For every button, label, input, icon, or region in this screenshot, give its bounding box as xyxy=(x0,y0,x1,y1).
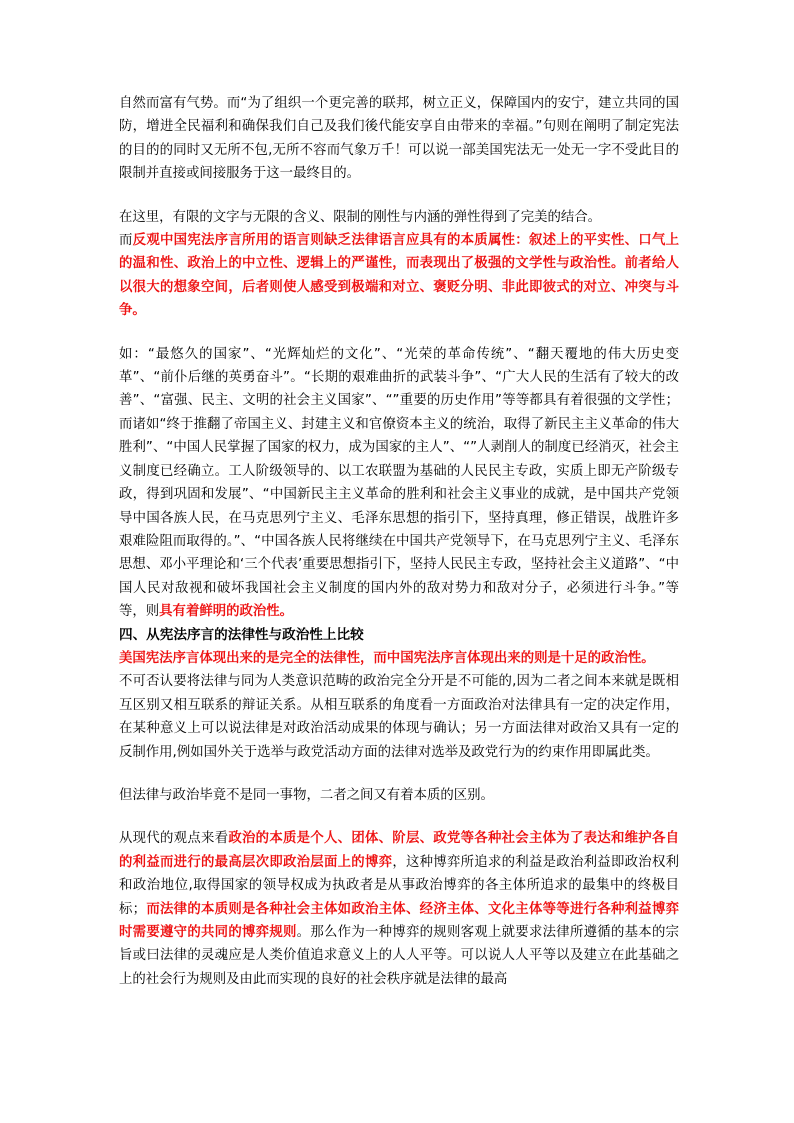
highlight-china-language: 反观中国宪法序言所用的语言则缺乏法律语言应具有的本质属性：叙述上的平实性、口气上的温和性、政治上的中立性、逻辑上的严谨性，而表现出了极强的文学性与政治性。前者给人以很大的想象空间，后者则使人感受到极端和对立、褒贬分明、非此即彼式的对立、冲突与斗争。 xyxy=(119,233,680,319)
paragraph-us-preamble-purpose: 自然而富有气势。而“为了组织一个更完善的联邦，树立正义，保障国内的安宁，建立共同的国防，增进全民福利和确保我们自己及我们後代能安享自由带来的幸福。”句则在阐明了制定宪法的目的的同时又无所不包,无所不容而气象万千！可以说一部美国宪法无一处无一字不受此目的限制并直接或间接服务于这一最终目的。 xyxy=(119,96,679,182)
document-page xyxy=(119,92,679,991)
text-equality: 。那么作为一种博弈的规则客观上就要求法律所遵循的基本的宗旨或曰法律的灵魂应是人类价值追求意义上的人人平等。可以说人人平等以及建立在此基础之上的社会行为规则及由此而实现的良好的社会秩序就是法律的最高 xyxy=(119,925,680,987)
paragraph-dialectic-relationship: 不可否认要将法律与同为人类意识范畴的政治完全分开是不可能的,因为二者之间本来就是既相互区别又相互联系的辩证关系。从相互联系的角度看一方面政治对法律具有一定的决定作用，在某种意义上可以说法律是对政治活动成果的体现与确认；另一方面法律对政治又具有一定的反制作用,例如国外关于选举与政党活动方面的法律对选举及政党行为的约束作用即属此类。 xyxy=(119,674,679,760)
highlight-essence-of-law: 而法律的本质则是各种社会主体如政治主体、经济主体、文化主体等等进行各种利益博弈时需要遵守的共同的博弈规则 xyxy=(119,901,680,940)
paragraph-perfect-combination: 在这里，有限的文字与无限的含义、限制的刚性与内涵的弹性得到了完美的结合。 xyxy=(119,209,602,225)
highlight-essence-of-politics: 政治的本质是个人、团体、阶层、政党等各种社会主体为了表达和维护各自的利益而进行的最高层次即政治层面上的博弈 xyxy=(119,831,680,870)
paragraph-examples xyxy=(119,343,679,624)
section-heading-four: 四、从宪法序言的法律性与政治性上比较 xyxy=(119,626,364,643)
text-political-interests: ，这种博弈所追求的利益是政治利益即政治权利和政治地位,取得国家的领导权成为执政者是从事政治博弈的各主体所追求的最集中的终极目标； xyxy=(119,854,680,917)
highlight-law-vs-politics: 美国宪法序言体现出来的是完全的法律性，而中国宪法序言体现出来的则是十足的政治性。 xyxy=(119,650,655,666)
highlight-political-nature: 具有着鲜明的政治性。 xyxy=(159,604,294,620)
paragraph-essential-difference: 但法律与政治毕竟不是同一事物，二者之间又有着本质的区别。 xyxy=(119,787,494,803)
paragraph-essence-of-politics-and-law xyxy=(119,827,679,991)
text-prefix: 而 xyxy=(119,233,133,249)
paragraph-china-preamble-language xyxy=(119,229,679,323)
text-examples: 如：“最悠久的国家”、“光辉灿烂的文化”、“光荣的革命传统”、“翻天覆地的伟大历史变革”、“前仆后继的英勇奋斗”。“长期的艰难曲折的武装斗争”、“广大人民的生活有了较大的改善”、“富强、民主、文明的社会主义国家”、“”重要的历史作用”等等都具有着很强的文学性；而诸如“终于推翻了帝国主义、封建主义和官僚资本主义的统治，取得了新民主主义革命的伟大胜利”、“中国人民掌握了国家的权力，成为国家的主人”、“”人剥削人的制度已经消灭，社会主义制度已经确立。工人阶级领导的、以工农联盟为基础的人民民主专政，实质上即无产阶级专政，得到巩固和发展”、“中国新民主主义革命的胜利和社会主义事业的成就，是中国共产党领导中国各族人民，在马克思列宁主义、毛泽东思想的指引下，坚持真理，修正错误，战胜许多艰难险阻而取得的。”、“中国各族人民将继续在中国共产党领导下，在马克思列宁主义、毛泽东思想、邓小平理论和‘三个代表’重要思想指引下，坚持人民民主专政，坚持社会主义道路”、“中国人民对敌视和破坏我国社会主义制度的国内外的敌对势力和敌对分子，必须进行斗争。”等等，则 xyxy=(119,346,679,620)
text-modern-view: 从现代的观点来看 xyxy=(119,831,229,847)
